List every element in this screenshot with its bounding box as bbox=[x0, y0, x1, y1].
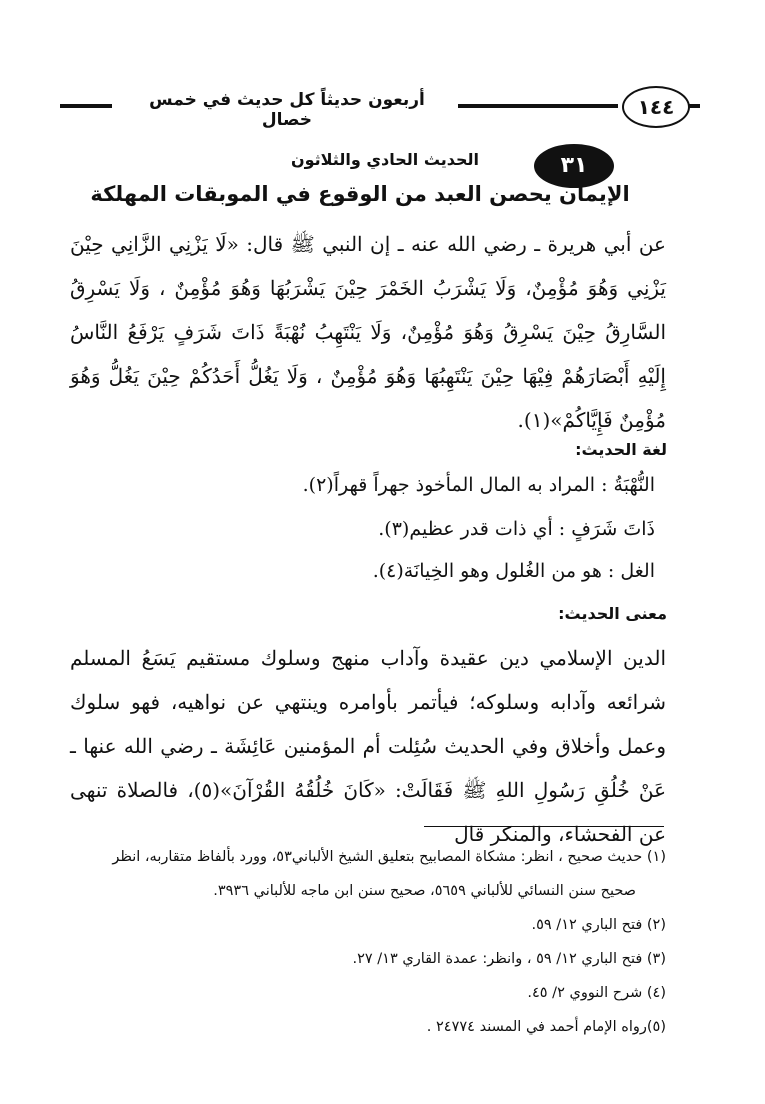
hadith-number-badge: ٣١ bbox=[534, 144, 614, 188]
language-heading: لغة الحديث: bbox=[575, 440, 667, 459]
hadith-label: الحديث الحادي والثلاثون bbox=[290, 150, 480, 169]
page-number: ١٤٤ bbox=[622, 86, 690, 128]
footnote-item: (١) حديث صحيح ، انظر: مشكاة المصابيح بتعليق الشيخ الألباني٥٣، وورد بألفاظ متقاربه، انظر bbox=[112, 849, 666, 865]
definition-item: النُّهْبَةُ : المراد به المال المأخوذ جهراً قهراً(٢). bbox=[302, 474, 655, 496]
definition-item: ذَاتَ شَرَفٍ : أي ذات قدر عظيم(٣). bbox=[378, 518, 655, 540]
footnote-item: صحيح سنن النسائي للألباني ٥٦٥٩، صحيح سنن ابن ماجه للألباني ٣٩٣٦. bbox=[213, 883, 636, 899]
footnotes bbox=[70, 840, 666, 1044]
page-header bbox=[60, 86, 700, 130]
hadith-title: الإيمان يحصن العبد من الوقوع في الموبقات المهلكة bbox=[90, 182, 630, 206]
footnote-item: (٣) فتح الباري ١٢/ ٥٩ ، وانظر: عمدة القاري ١٣/ ٢٧. bbox=[352, 951, 666, 967]
running-title: أربعون حديثاً كل حديث في خمس خصال bbox=[149, 90, 425, 130]
meaning-heading: معنى الحديث: bbox=[558, 604, 667, 623]
hadith-text: عن أبي هريرة ـ رضي الله عنه ـ إن النبي ﷺ قال: «لَا يَزْنِي الزَّانِي حِيْنَ يَزْنِي وَهُوَ مُؤْمِنٌ، وَلَا يَشْرَبُ الخَمْرَ حِيْنَ يَشْرَبُهَا وَهُوَ مُؤْمِنٌ ، وَلَا يَسْرِقُ السَّارِقُ حِيْنَ يَسْرِقُ وَهُوَ مُؤْمِنٌ، وَلَا يَنْتَهِبُ نُهْبَةً ذَاتَ شَرَفٍ يَرْفَعُ النَّاسُ إِلَيْهِ أَبْصَارَهُمْ فِيْهَا حِيْنَ يَنْتَهِبُهَا وَهُوَ مُؤْمِنٌ ، وَلَا يَغُلُّ أَحَدُكُمْ حِيْنَ يَغُلُّ وَهُوَ مُؤْمِنٌ فَإِيَّاكُمْ»(١). bbox=[70, 232, 666, 432]
definition-item: الغل : هو من الغُلول وهو الخِيانَة(٤). bbox=[372, 560, 655, 582]
header-rule-right bbox=[688, 104, 700, 108]
footnote-item: (٥)رواه الإمام أحمد في المسند ٢٤٧٧٤ . bbox=[426, 1019, 666, 1035]
header-rule-left bbox=[60, 104, 112, 108]
footnote-item: (٤) شرح النووي ٢/ ٤٥. bbox=[527, 985, 666, 1001]
meaning-text: الدين الإسلامي دين عقيدة وآداب منهج وسلوك مستقيم يَسَعُ المسلم شرائعه وآدابه وسلوكه؛ فيأتمر بأوامره وينتهي عن نواهيه، فهو سلوك وعمل وأخلاق وفي الحديث سُئِلت أم المؤمنين عَائِشَة ـ رضي الله عنها ـ عَنْ خُلُقِ رَسُولِ اللهِ ﷺ فَقَالَتْ: «كَانَ خُلُقُهُ القُرْآنَ»(٥)، فالصلاة تنهى عن الفحشاء، والمنكر قال bbox=[70, 646, 667, 846]
footnote-divider bbox=[424, 826, 664, 827]
header-rule-middle bbox=[458, 104, 618, 108]
footnote-item: (٢) فتح الباري ١٢/ ٥٩. bbox=[531, 917, 666, 933]
